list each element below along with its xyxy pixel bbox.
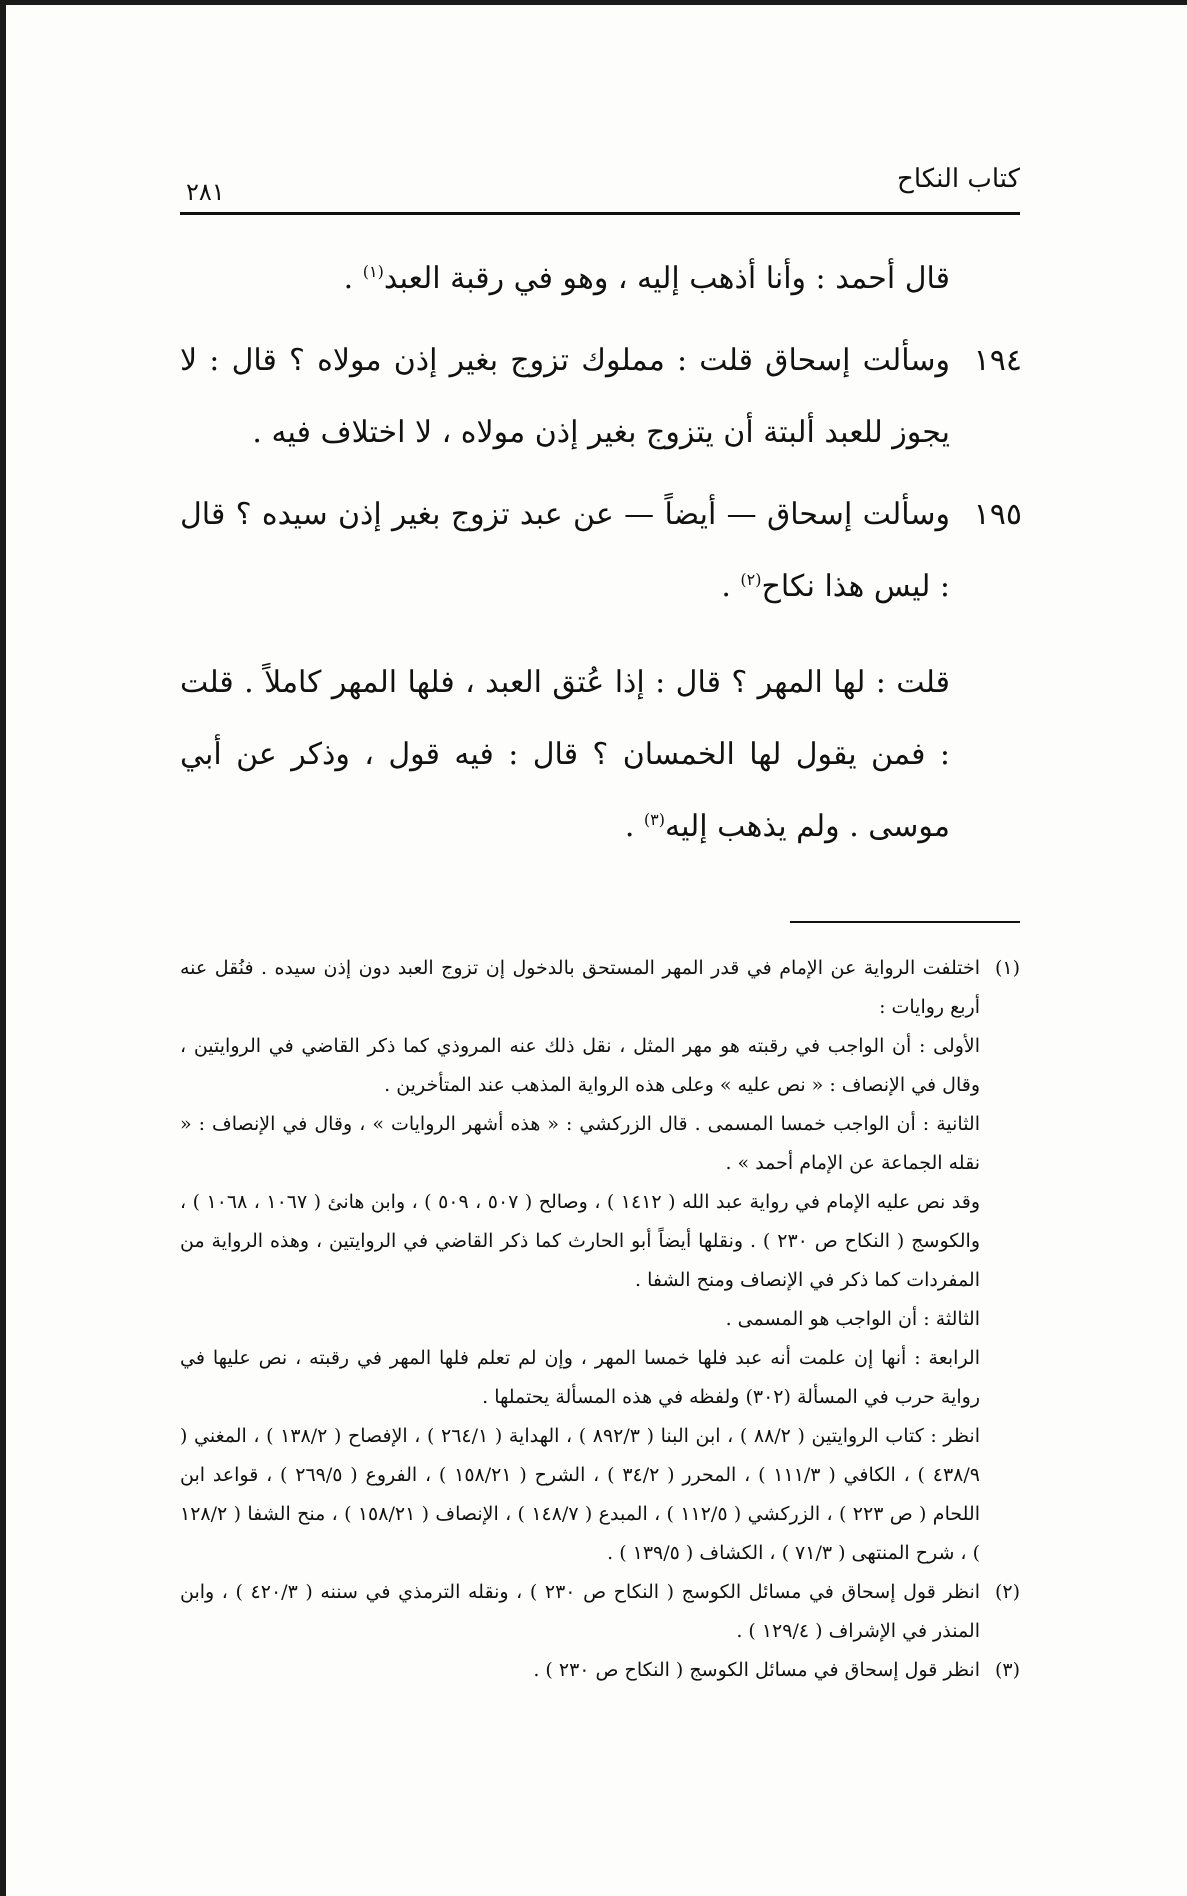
intro-end: . [343,261,363,296]
question-194 [180,325,1022,469]
footnote-3 [180,1651,1020,1690]
footnote-ref-3: (٣) [643,810,666,829]
question-195-cont-end: . [624,809,644,844]
footnote-2-text: انظر قول إسحاق في مسائل الكوسج ( النكاح ص ٢٣٠ ) ، ونقله الترمذي في سننه ( ٤٢٠/٣ ) ، وابن المنذر في الإشراف ( ١٢٩/٤ ) . [180,1581,981,1642]
main-text [180,243,1020,863]
question-195-cont-text: قلت : لها المهر ؟ قال : إذا عُتق العبد ، فلها المهر كاملاً . قلت : فمن يقول لها الخمسان ؟ قال : فيه قول ، وذكر عن أبي موسى . ولم يذهب إليه [180,665,950,844]
footnote-1-second-cont: وقد نص عليه الإمام في رواية عبد الله ( ١٤١٢ ) ، وصالح ( ٥٠٧ ، ٥٠٩ ) ، وابن هانئ ( ١٠٦٧ ، ١٠٦٨ ) ، والكوسج ( النكاح ص ٢٣٠ ) . ونقلها أيضاً أبو الحارث كما ذكر القاضي في الروايتين ، وهذه الرواية من المفردات كما ذكر في الإنصاف ومنح الشفا . [180,1191,980,1291]
book-page [180,150,1020,1690]
footnote-1 [180,949,1020,1027]
scan-edge-top [0,0,1187,5]
intro-paragraph [180,243,950,315]
scan-edge-left [0,0,6,1896]
footnote-2-number: (٢) [994,1581,1020,1603]
question-number-195: ١٩٥ [973,497,1022,532]
footnote-1-first: الأولى : أن الواجب في رقبته هو مهر المثل ، نقل ذلك عنه المروذي كما ذكر القاضي في الروايتين ، وقال في الإنصاف : « نص عليه » وعلى هذه الرواية المذهب عند المتأخرين . [180,1035,980,1096]
footnote-3-text: انظر قول إسحاق في مسائل الكوسج ( النكاح ص ٢٣٠ ) . [533,1659,980,1681]
footnote-1-intro: اختلفت الرواية عن الإمام في قدر المهر المستحق بالدخول إن تزوج العبد دون إذن سيده . فنُقل عنه أربع روايات : [180,957,980,1018]
question-195-text: وسألت إسحاق — أيضاً — عن عبد تزوج بغير إذن سيده ؟ قال : ليس هذا نكاح [180,497,950,604]
chapter-title: كتاب النكاح [897,164,1020,194]
header-rule [180,212,1020,215]
footnote-ref-2: (٢) [740,570,762,589]
footnotes [180,949,1020,1690]
question-195-end: . [721,569,741,604]
footnote-1-second: الثانية : أن الواجب خمسا المسمى . قال الزركشي : « هذه أشهر الروايات » ، وقال في الإنصاف : « نقله الجماعة عن الإمام أحمد » . [180,1113,980,1174]
question-194-text: وسألت إسحاق قلت : مملوك تزوج بغير إذن مولاه ؟ قال : لا يجوز للعبد ألبتة أن يتزوج بغير إذن مولاه ، لا اختلاف فيه . [180,343,950,450]
intro-text: قال أحمد : وأنا أذهب إليه ، وهو في رقبة العبد [383,261,950,296]
footnote-separator [790,921,1020,923]
question-number-194: ١٩٤ [973,343,1022,378]
footnote-1-references: انظر : كتاب الروايتين ( ٨٨/٢ ) ، ابن البنا ( ٨٩٢/٣ ) ، الهداية ( ٢٦٤/١ ) ، الإفصاح ( ١٣٨/٢ ) ، المغني ( ٤٣٨/٩ ) ، الكافي ( ١١١/٣ ) ، المحرر ( ٣٤/٢ ) ، الشرح ( ١٥٨/٢١ ) ، الفروع ( ٢٦٩/٥ ) ، قواعد ابن اللحام ( ص ٢٢٣ ) ، الزركشي ( ١١٢/٥ ) ، المبدع ( ١٤٨/٧ ) ، الإنصاف ( ١٥٨/٢١ ) ، منح الشفا ( ١٢٨/٢ ) ، شرح المنتهى ( ٧١/٣ ) ، الكشاف ( ١٣٩/٥ ) . [180,1425,980,1564]
footnote-1-third: الثالثة : أن الواجب هو المسمى . [725,1308,980,1330]
footnote-1-fourth: الرابعة : أنها إن علمت أنه عبد فلها خمسا المهر ، وإن لم تعلم فلها المهر في رقبته ، نص عليها في رواية حرب في المسألة (٣٠٢) ولفظه في هذه المسألة يحتملها . [180,1347,980,1408]
question-195 [180,479,1022,623]
footnote-2 [180,1573,1020,1651]
running-header [180,150,1020,212]
page-number: ٢٨١ [186,178,225,206]
footnote-1-number: (١) [994,957,1020,979]
question-195-continuation [180,647,950,863]
footnote-ref-1: (١) [362,262,384,281]
footnote-3-number: (٣) [994,1659,1020,1681]
